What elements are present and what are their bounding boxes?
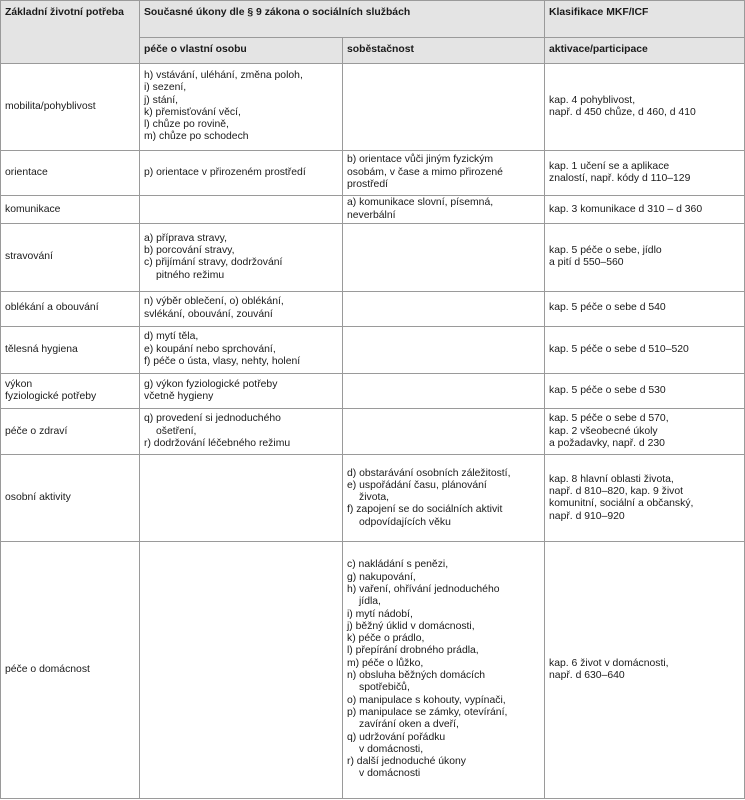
cell-line: zavírání oken a dveří, (359, 719, 459, 731)
cell-line: kap. 5 péče o sebe d 540 (549, 302, 666, 314)
table-row (1, 409, 745, 455)
cell-line: f) péče o ústa, vlasy, nehty, holení (144, 355, 301, 367)
cell-line: znalostí, např. kódy d 110–129 (549, 172, 691, 184)
cell-line: např. d 630–640 (549, 670, 625, 682)
cell-line: spotřebičů, (359, 682, 410, 694)
cell-care (140, 150, 343, 195)
cell-line: f) zapojení se do sociálních aktivit (347, 504, 503, 516)
cell-line: q) udržování pořádku (347, 731, 446, 743)
cell-icf (545, 291, 745, 326)
table-row (1, 374, 745, 409)
cell-need (1, 374, 140, 409)
cell-self (343, 409, 545, 455)
cell-line: d) mytí těla, (144, 331, 199, 343)
cell-line: mobilita/pohyblivost (5, 100, 96, 112)
cell-care (140, 542, 343, 799)
cell-line: kap. 5 péče o sebe d 510–520 (549, 343, 689, 355)
cell-line: p) orientace v přirozeném prostředí (144, 166, 306, 178)
cell-line: péče o domácnost (5, 663, 90, 675)
cell-line: kap. 8 hlavní oblasti života, (549, 473, 674, 485)
cell-need (1, 291, 140, 326)
cell-care (140, 224, 343, 291)
cell-line: l) přepírání drobného prádla, (347, 645, 479, 657)
cell-line: péče o zdraví (5, 425, 68, 437)
cell-care (140, 291, 343, 326)
cell-line: g) nakupování, (347, 571, 416, 583)
cell-line: kap. 5 péče o sebe d 570, (549, 413, 669, 425)
header-icf-classification: Klasifikace MKF/ICF (545, 1, 745, 38)
cell-line: svlékání, obouvání, zouvání (144, 308, 273, 320)
cell-line: např. d 450 chůze, d 460, d 410 (549, 106, 696, 118)
cell-line: m) chůze po schodech (144, 131, 249, 143)
table-row (1, 455, 745, 542)
cell-line: ošetření, (156, 425, 197, 437)
cell-line: a) příprava stravy, (144, 232, 227, 244)
table-row (1, 542, 745, 799)
cell-line: oblékání a obouvání (5, 302, 99, 314)
cell-line: l) chůze po rovině, (144, 119, 229, 131)
cell-self (343, 374, 545, 409)
cell-line: např. d 810–820, kap. 9 život (549, 485, 684, 497)
cell-need (1, 542, 140, 799)
cell-line: a pití d 550–560 (549, 257, 624, 269)
cell-line: p) manipulace se zámky, otevírání, (347, 706, 508, 718)
cell-line: d) obstarávání osobních záležitostí, (347, 467, 511, 479)
cell-line: prostředí (347, 178, 389, 190)
cell-line: e) uspořádání času, plánování (347, 479, 487, 491)
cell-icf (545, 64, 745, 151)
cell-line: r) dodržování léčebného režimu (144, 437, 291, 449)
cell-line: c) přijímání stravy, dodržování (144, 257, 283, 269)
cell-line: např. d 910–920 (549, 510, 625, 522)
cell-line: h) vaření, ohřívání jednoduchého (347, 583, 500, 595)
cell-line: a) komunikace slovní, písemná, (347, 197, 494, 209)
cell-line: orientace (5, 166, 48, 178)
cell-need (1, 150, 140, 195)
cell-line: n) výběr oblečení, o) oblékání, (144, 296, 284, 308)
cell-care (140, 374, 343, 409)
cell-line: j) stání, (144, 94, 179, 106)
table-row (1, 196, 745, 224)
cell-icf (545, 455, 745, 542)
cell-line: výkon (5, 378, 33, 390)
cell-line: k) péče o prádlo, (347, 633, 425, 645)
cell-line: b) orientace vůči jiným fyzickým (347, 154, 494, 166)
cell-care (140, 196, 343, 224)
header-activation: aktivace/participace (545, 38, 745, 64)
cell-need (1, 64, 140, 151)
cell-line: komunikace (5, 203, 61, 215)
cell-icf (545, 409, 745, 455)
cell-line: neverbální (347, 209, 396, 221)
cell-line: tělesná hygiena (5, 343, 78, 355)
cell-line: komunitní, sociální a občanský, (549, 498, 694, 510)
cell-self (343, 150, 545, 195)
cell-line: kap. 6 život v domácnosti, (549, 657, 669, 669)
cell-line: kap. 5 péče o sebe d 530 (549, 384, 666, 396)
cell-line: kap. 5 péče o sebe, jídlo (549, 245, 662, 257)
cell-line: q) provedení si jednoduchého (144, 413, 281, 425)
cell-line: j) běžný úklid v domácnosti, (347, 620, 475, 632)
cell-line: v domácnosti, (359, 743, 424, 755)
cell-line: k) přemisťování věcí, (144, 106, 241, 118)
cell-icf (545, 374, 745, 409)
cell-need (1, 409, 140, 455)
cell-line: b) porcování stravy, (144, 245, 235, 257)
cell-need (1, 455, 140, 542)
cell-line: i) mytí nádobí, (347, 608, 413, 620)
cell-line: stravování (5, 251, 53, 263)
cell-line: e) koupání nebo sprchování, (144, 343, 276, 355)
cell-self (343, 64, 545, 151)
cell-self (343, 196, 545, 224)
header-current-acts: Současné úkony dle § 9 zákona o sociálních službách (140, 1, 545, 38)
cell-line: n) obsluha běžných domácích (347, 670, 486, 682)
cell-care (140, 64, 343, 151)
cell-line: osobní aktivity (5, 492, 71, 504)
cell-line: v domácnosti (359, 768, 421, 780)
cell-line: kap. 3 komunikace d 310 – d 360 (549, 203, 703, 215)
cell-self (343, 291, 545, 326)
table-row (1, 326, 745, 373)
table-row (1, 224, 745, 291)
cell-icf (545, 326, 745, 373)
cell-need (1, 224, 140, 291)
cell-line: kap. 1 učení se a aplikace (549, 160, 670, 172)
header-self-care: péče o vlastní osobu (140, 38, 343, 64)
cell-need (1, 326, 140, 373)
cell-line: fyziologické potřeby (5, 391, 97, 403)
header-basic-need: Základní životní potřeba (1, 1, 140, 64)
cell-self (343, 326, 545, 373)
cell-icf (545, 224, 745, 291)
cell-self (343, 542, 545, 799)
cell-line: osobám, v čase a mimo přirozené (347, 166, 503, 178)
table-row (1, 64, 745, 151)
cell-need (1, 196, 140, 224)
cell-line: života, (359, 492, 390, 504)
cell-line: c) nakládání s penězi, (347, 559, 449, 571)
cell-line: pitného režimu (156, 269, 225, 281)
cell-line: kap. 4 pohyblivost, (549, 94, 636, 106)
cell-line: jídla, (359, 596, 381, 608)
cell-line: r) další jednoduché úkony (347, 756, 466, 768)
cell-line: odpovídajících věku (359, 516, 451, 528)
cell-line: a požadavky, např. d 230 (549, 437, 665, 449)
cell-care (140, 326, 343, 373)
cell-icf (545, 542, 745, 799)
cell-line: i) sezení, (144, 82, 187, 94)
cell-care (140, 409, 343, 455)
cell-care (140, 455, 343, 542)
cell-line: h) vstávání, uléhání, změna poloh, (144, 69, 303, 81)
cell-line: o) manipulace s kohouty, vypínači, (347, 694, 506, 706)
cell-icf (545, 150, 745, 195)
cell-icf (545, 196, 745, 224)
cell-line: g) výkon fyziologické potřeby (144, 378, 278, 390)
table-row (1, 291, 745, 326)
cell-line: včetně hygieny (144, 391, 214, 403)
cell-line: kap. 2 všeobecné úkoly (549, 425, 658, 437)
header-self-sufficiency: soběstačnost (343, 38, 545, 64)
cell-self (343, 224, 545, 291)
cell-line: m) péče o lůžko, (347, 657, 424, 669)
table-row (1, 150, 745, 195)
cell-self (343, 455, 545, 542)
